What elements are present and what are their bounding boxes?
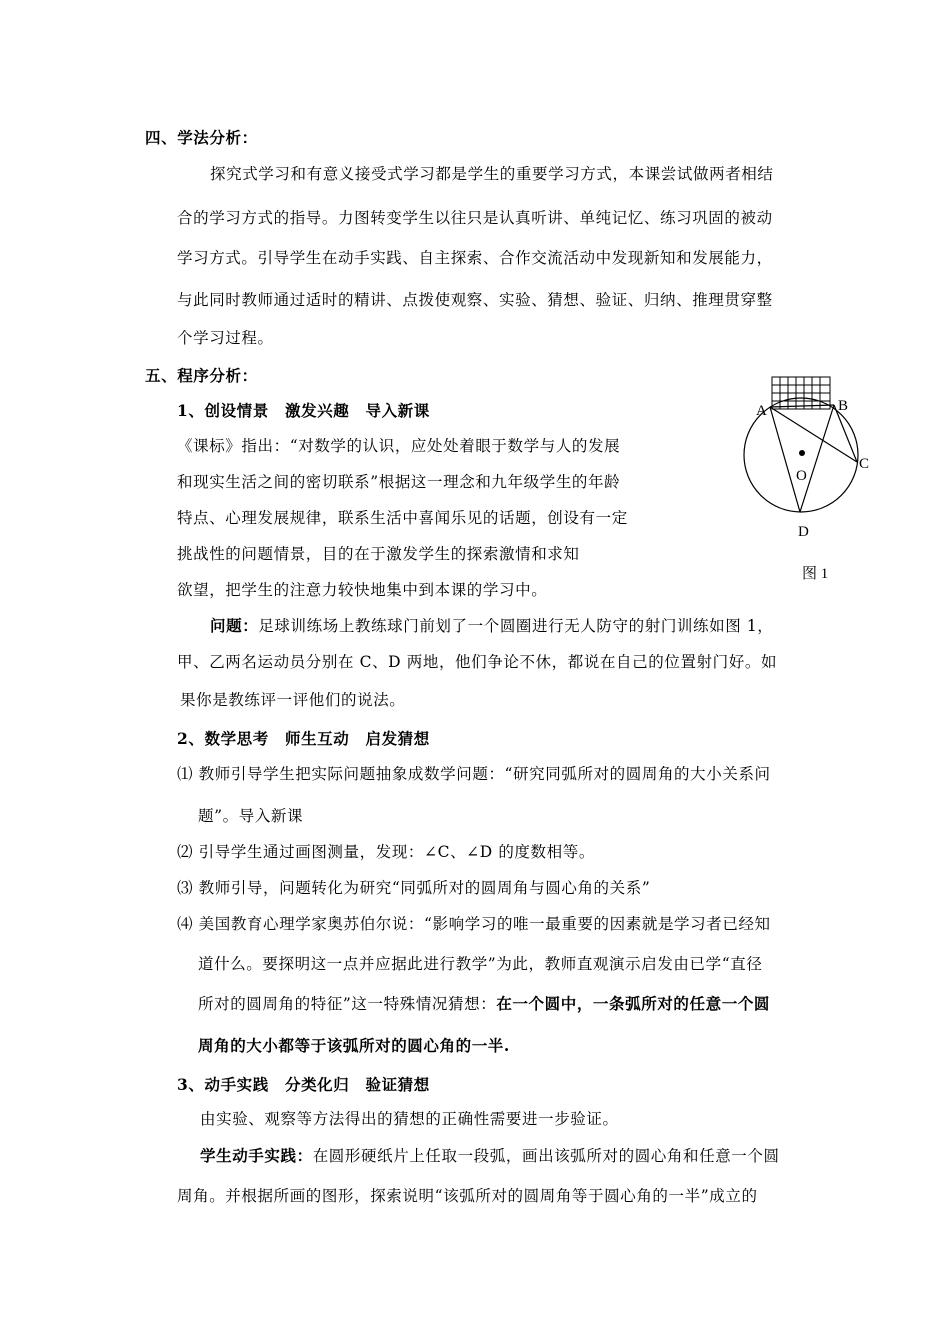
section4-line-5: 个学习过程。 xyxy=(177,329,274,347)
figure-caption: 图 1 xyxy=(802,566,829,582)
sub2-title: 2、数学思考 师生互动 启发猜想 xyxy=(177,729,430,748)
section4-line-1: 探究式学习和有意义接受式学习都是学生的重要学习方式，本课尝试做两者相结 xyxy=(210,165,774,183)
section4-heading: 四、学法分析： xyxy=(145,128,258,147)
label-b: B xyxy=(838,398,849,414)
sub2-item-1-cont: 题”。导入新课 xyxy=(198,807,304,825)
goal-net xyxy=(772,377,830,409)
conjecture-bold-last: 周角的大小都等于该弧所对的圆心角的一半. xyxy=(198,1036,510,1055)
sub2-item-2: ⑵ 引导学生通过画图测量，发现：∠C、∠D 的度数相等。 xyxy=(177,843,595,861)
sub1-line-3: 特点、心理发展规律，联系生活中喜闻乐见的话题，创设有一定 xyxy=(177,509,628,527)
line-bd xyxy=(800,405,834,512)
center-dot xyxy=(799,450,805,456)
sub2-item-4-cont2 xyxy=(198,994,770,1014)
label-c: C xyxy=(859,456,870,472)
sub2-item-3: ⑶ 教师引导，问题转化为研究“同弧所对的圆周角与圆心角的关系” xyxy=(177,879,651,897)
question-text-1: 足球训练场上教练球门前划了一个圆圈进行无人防守的射门训练如图 1， xyxy=(258,617,774,635)
question-line-1 xyxy=(210,616,773,636)
practice-text-1: 在圆形硬纸片上任取一段弧，画出该弧所对的圆心角和任意一个圆 xyxy=(312,1147,780,1165)
question-line-3: 果你是教练评一评他们的说法。 xyxy=(180,691,406,709)
sub3-title: 3、动手实践 分类化归 验证猜想 xyxy=(177,1075,430,1094)
sub2-item-4: ⑷ 美国教育心理学家奥苏伯尔说：“影响学习的唯一最重要的因素就是学习者已经知 xyxy=(177,915,771,933)
sub1-line-4: 挑战性的问题情景，目的在于激发学生的探索激情和求知 xyxy=(177,545,580,563)
section4-line-2: 合的学习方式的指导。力图转变学生以往只是认真听讲、单纯记忆、练习巩固的被动 xyxy=(177,209,773,227)
sub2-item-4-text: 所对的圆周角的特征”这一特殊情况猜想： xyxy=(198,995,497,1013)
sub3-para: 由实验、观察等方法得出的猜想的正确性需要进一步验证。 xyxy=(200,1110,619,1128)
question-line-2: 甲、乙两名运动员分别在 C、D 两地，他们争论不休，都说在自己的位置射门好。如 xyxy=(177,653,778,671)
label-d: D xyxy=(798,524,809,540)
section5-heading: 五、程序分析： xyxy=(145,366,258,385)
sub1-line-1: 《课标》指出：“对数学的认识，应处处着眼于数学与人的发展 xyxy=(177,437,621,455)
section4-line-3: 学习方式。引导学生在动手实践、自主探索、合作交流活动中发现新知和发展能力， xyxy=(177,249,773,267)
practice-line-2: 周角。并根据所画的图形，探索说明“该弧所对的圆周角等于圆心角的一半”成立的 xyxy=(177,1187,758,1205)
section4-line-4: 与此同时教师通过适时的精讲、点拨使观察、实验、猜想、验证、归纳、推理贯穿整 xyxy=(177,291,773,309)
label-a: A xyxy=(756,403,767,419)
sub2-item-1: ⑴ 教师引导学生把实际问题抽象成数学问题：“研究同弧所对的圆周角的大小关系问 xyxy=(177,765,771,783)
label-o: O xyxy=(796,468,807,484)
sub1-title: 1、创设情景 激发兴趣 导入新课 xyxy=(177,401,430,420)
sub2-item-4-cont: 道什么。要探明这一点并应据此进行教学”为此，教师直观演示启发由已学“直径 xyxy=(198,955,763,973)
practice-line-1 xyxy=(200,1146,780,1166)
question-label: 问题： xyxy=(210,616,259,635)
sub1-line-5: 欲望，把学生的注意力较快地集中到本课的学习中。 xyxy=(177,581,548,599)
figure-1 xyxy=(738,372,878,592)
sub1-line-2: 和现实生活之间的密切联系”根据这一理念和九年级学生的年龄 xyxy=(177,473,621,491)
practice-label: 学生动手实践： xyxy=(200,1146,313,1165)
conjecture-bold: 在一个圆中，一条弧所对的任意一个圆 xyxy=(496,994,771,1013)
